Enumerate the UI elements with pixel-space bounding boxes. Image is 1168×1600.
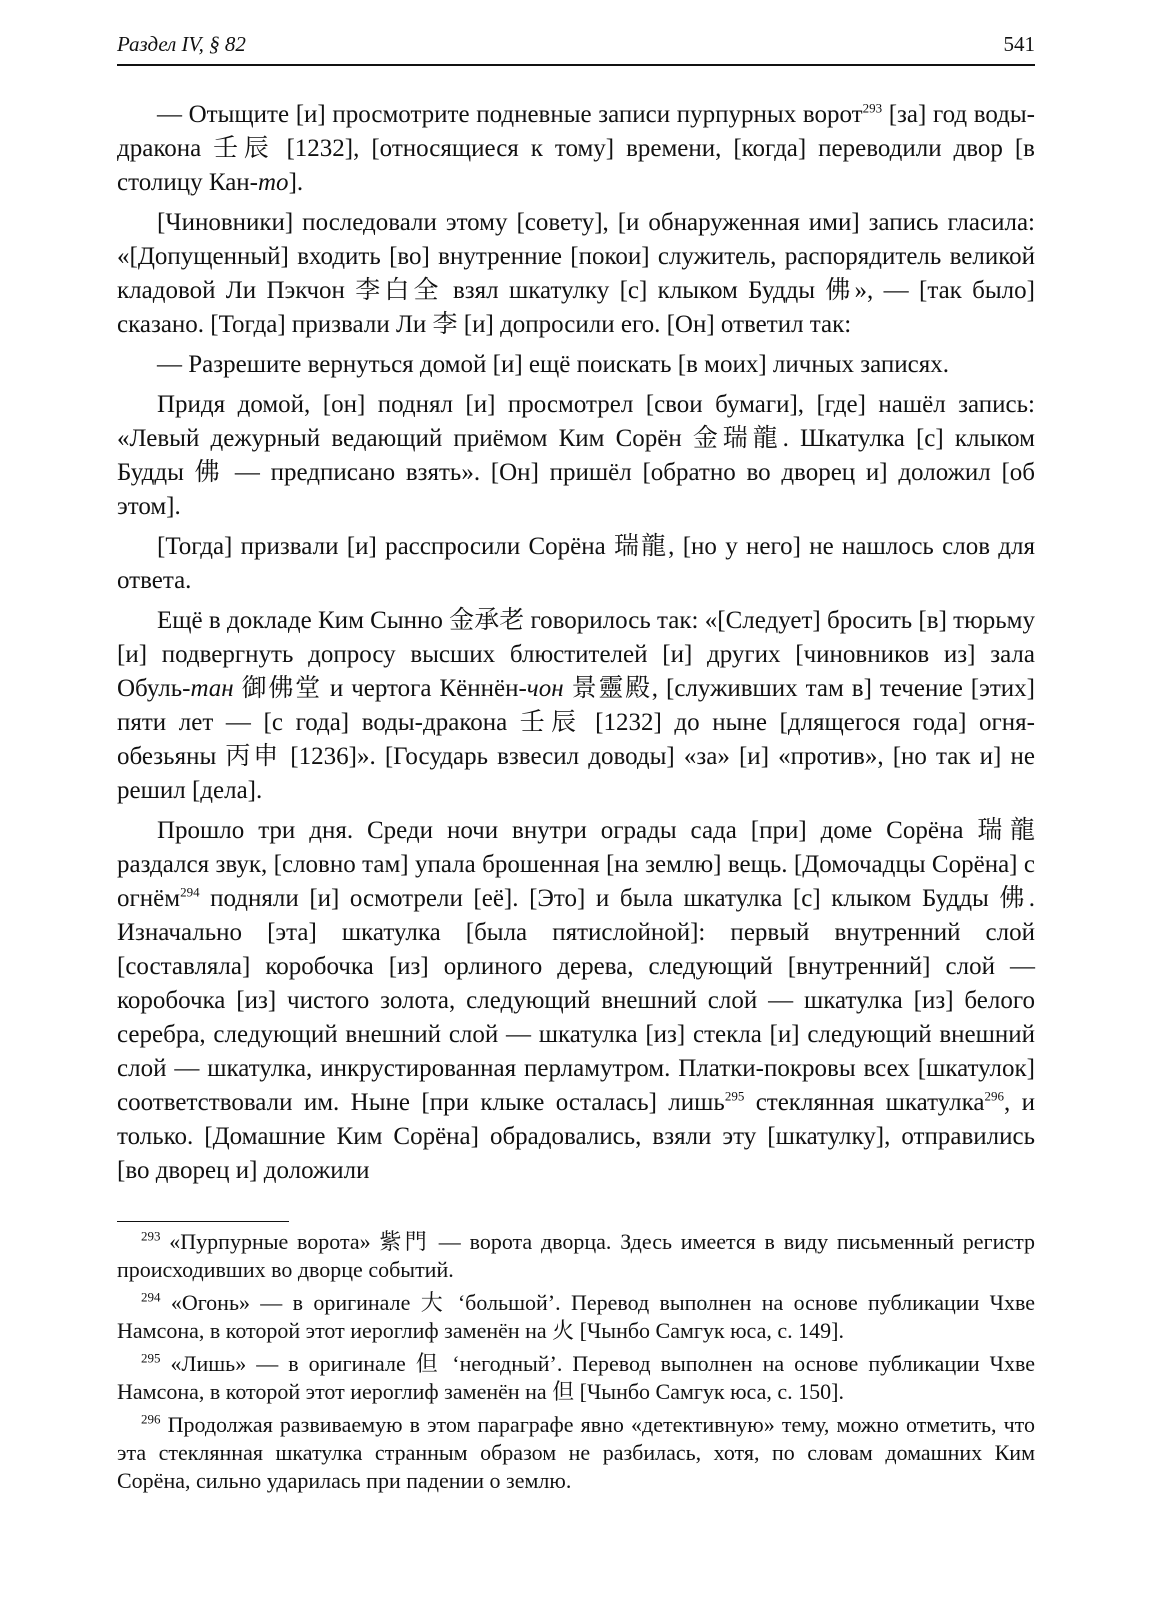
paragraph bbox=[117, 604, 1035, 808]
footnotes bbox=[117, 1228, 1035, 1500]
text-run: Ещё в докладе Ким Сынно 金承老 говорилось так: «[Следует] бросить [в] тюрьму [и] подвергнуть допросу высших блюстителей [и] других [чиновников из] зала Обуль- bbox=[117, 607, 1035, 702]
footnote bbox=[117, 1411, 1035, 1495]
footnote-ref: 293 bbox=[862, 100, 883, 116]
text-run: , и только. [Домашние Ким Сорёна] обрадовались, взяли эту [шкатулку], отправились [во дворец и] доложили bbox=[117, 1089, 1035, 1184]
section-reference: Раздел IV, § 82 bbox=[117, 32, 246, 56]
text-run: [Тогда] призвали [и] расспросили Сорёна 瑞龍, [но у него] не нашлось слов для ответа. bbox=[117, 533, 1035, 594]
footnote bbox=[117, 1350, 1035, 1406]
footnote-number: 293 bbox=[141, 1228, 161, 1244]
italic-text: то bbox=[258, 169, 289, 196]
text-run: — Отыщите [и] просмотрите подневные записи пурпурных ворот bbox=[157, 101, 863, 128]
footnote-number: 295 bbox=[141, 1350, 161, 1366]
text-run: Придя домой, [он] поднял [и] просмотрел [свои бумаги], [где] нашёл запись: «Левый дежурный ведающий приёмом Ким Сорён 金瑞龍. Шкатулка [с] клыком Будды 佛 — предписано взять». [Он] пришёл [обратно во дворец и] доложил [об этом]. bbox=[117, 391, 1035, 520]
paragraph bbox=[117, 814, 1035, 1188]
footnote-ref: 296 bbox=[984, 1088, 1004, 1104]
footnote-separator bbox=[117, 1221, 289, 1222]
footnote-text: «Лишь» — в оригинале 但 ‘негодный’. Перевод выполнен на основе публикации Чхве Намсона, в которой этот иероглиф заменён на 但 [Чынбо Самгук юса, с. 150]. bbox=[117, 1351, 1035, 1404]
page-number: 541 bbox=[1003, 32, 1035, 56]
main-text bbox=[117, 98, 1035, 1194]
footnote-number: 294 bbox=[141, 1289, 161, 1305]
text-run: 御佛堂 и чертога Кённён- bbox=[233, 675, 527, 702]
paragraph bbox=[117, 98, 1035, 200]
running-header bbox=[117, 30, 1035, 66]
footnote bbox=[117, 1289, 1035, 1345]
paragraph bbox=[117, 388, 1035, 524]
text-run: ]. bbox=[288, 169, 304, 196]
text-run: [Чиновники] последовали этому [совету], [и обнаруженная ими] запись гласила: «[Допущенный] входить [во] внутренние [покои] служитель, распорядитель великой кладовой Ли Пэкчон 李白全 взял шкатулку [с] клыком Будды 佛», — [так было] сказано. [Тогда] призвали Ли 李 [и] допросили его. [Он] ответил так: bbox=[117, 209, 1035, 338]
footnote-text: Продолжая развиваемую в этом параграфе явно «детективную» тему, можно отметить, что эта стеклянная шкатулка странным образом не разбилась, хотя, по словам домашних Ким Сорёна, сильно ударилась при падении о землю. bbox=[117, 1412, 1035, 1493]
paragraph bbox=[117, 206, 1035, 342]
footnote bbox=[117, 1228, 1035, 1284]
footnote-ref: 294 bbox=[180, 884, 200, 900]
footnote-number: 296 bbox=[141, 1411, 161, 1427]
text-run: Прошло три дня. Среди ночи внутри ограды сада [при] доме Сорёна 瑞龍 раздался звук, [словно там] упала брошенная [на землю] вещь. [Домочадцы Сорёна] с огнём bbox=[117, 817, 1035, 912]
italic-text: чон bbox=[526, 675, 564, 702]
footnote-text: «Огонь» — в оригинале 大 ‘большой’. Перевод выполнен на основе публикации Чхве Намсона, в которой этот иероглиф заменён на 火 [Чынбо Самгук юса, с. 149]. bbox=[117, 1290, 1035, 1343]
text-run: подняли [и] осмотрели [её]. [Это] и была шкатулка [с] клыком Будды 佛. Изначально [эта] шкатулка [была пятислойной]: первый внутренний слой [составляла] коробочка [из] орлиного дерева, следующий [внутренний] слой — коробочка [из] чистого золота, следующий внешний слой — шкатулка [из] белого серебра, следующий внешний слой — шкатулка [из] стекла [и] следующий внешний слой — шкатулка, инкрустированная перламутром. Платки-покровы всех [шкатулок] соответствовали им. Ныне [при клыке осталась] лишь bbox=[117, 885, 1035, 1116]
text-run: — Разрешите вернуться домой [и] ещё поискать [в моих] личных записях. bbox=[157, 351, 949, 378]
italic-text: тан bbox=[190, 675, 234, 702]
paragraph bbox=[117, 348, 1035, 382]
footnote-ref: 295 bbox=[724, 1088, 745, 1104]
text-run: стеклянная шкатулка bbox=[744, 1089, 985, 1116]
text-run: [за] год воды-дракона 壬辰 [1232], [относящиеся к тому] времени, [когда] переводили двор [в столицу Кан- bbox=[117, 101, 1035, 196]
paragraph bbox=[117, 530, 1035, 598]
footnote-text: «Пурпурные ворота» 紫門 — ворота дворца. Здесь имеется в виду письменный регистр происходивших во дворце событий. bbox=[117, 1229, 1035, 1282]
text-run: 景靈殿, [служивших там в] течение [этих] пяти лет — [с года] воды-дракона 壬辰 [1232] до ныне [длящегося года] огня-обезьяны 丙申 [1236]». [Государь взвесил доводы] «за» [и] «против», [но так и] не решил [дела]. bbox=[117, 675, 1035, 804]
